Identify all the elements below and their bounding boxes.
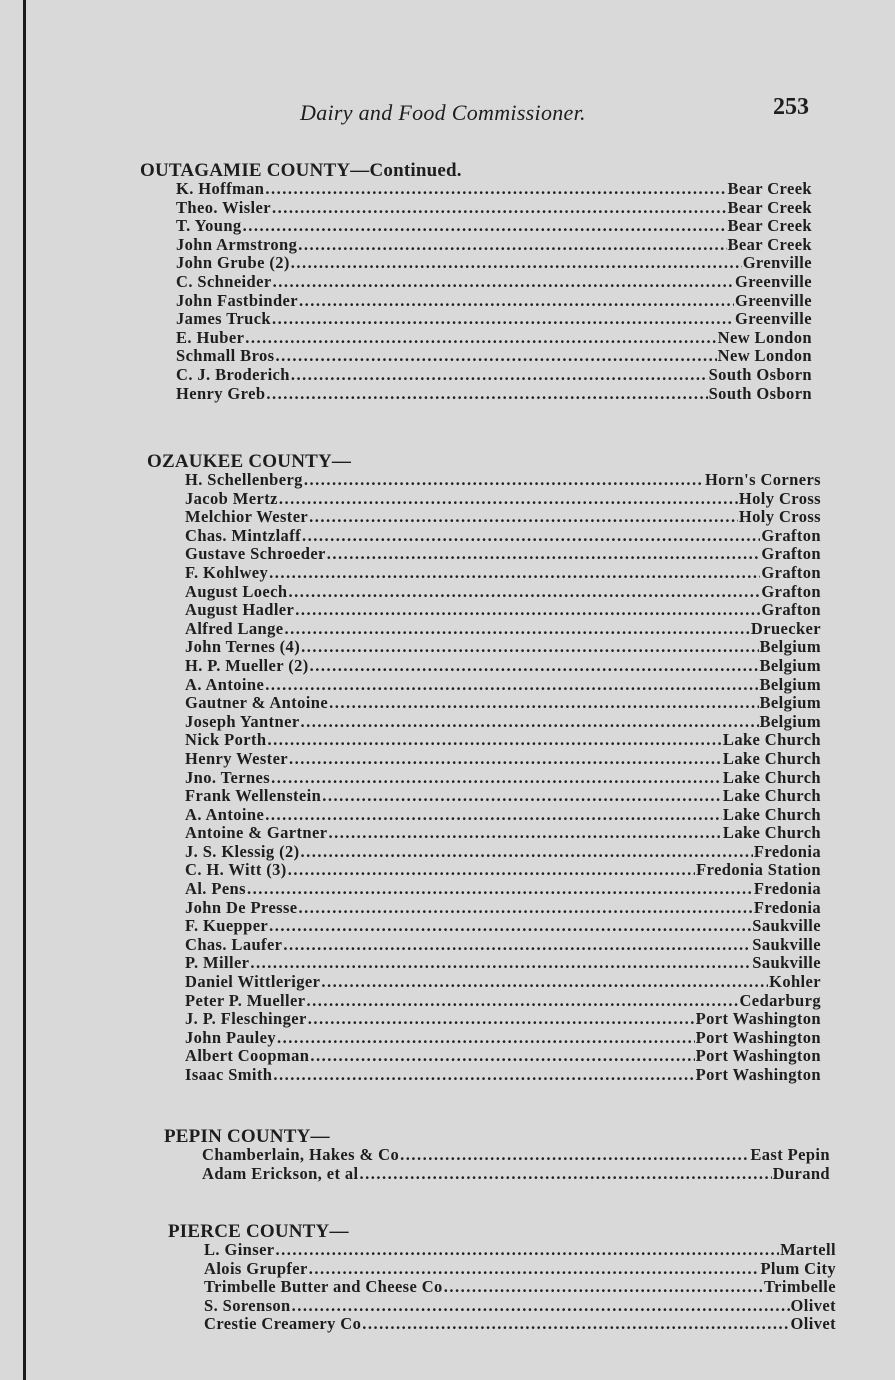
- dot-leader: [292, 1297, 790, 1316]
- entry-name: H. P. Mueller (2): [185, 655, 309, 675]
- list-item: [176, 254, 812, 273]
- list-item: [185, 917, 821, 936]
- entry-name: John De Presse: [185, 897, 298, 917]
- entry-name: August Hadler: [185, 600, 295, 620]
- entry-name: A. Antoine: [185, 804, 265, 824]
- entry-place: Trimbelle: [763, 1277, 836, 1297]
- list-item: [185, 731, 821, 750]
- list-item: [204, 1297, 836, 1316]
- list-item: [202, 1165, 830, 1184]
- entry-place: Grenville: [742, 253, 812, 273]
- dot-leader: [310, 657, 759, 676]
- entry-place: Holy Cross: [738, 507, 821, 527]
- dot-leader: [295, 601, 760, 620]
- dot-leader: [279, 490, 738, 509]
- list-item: [185, 471, 821, 490]
- entry-name: Chas. Mintzlaff: [185, 525, 301, 545]
- dot-leader: [243, 217, 727, 236]
- entry-name: Schmall Bros: [176, 346, 275, 366]
- entry-name: Adam Erickson, et al: [202, 1163, 359, 1183]
- list-item: [204, 1315, 836, 1334]
- list-item: [176, 236, 812, 255]
- entry-name: J. P. Fleschinger: [185, 1009, 307, 1029]
- entry-place: Saukville: [752, 934, 821, 954]
- entry-place: New London: [717, 327, 812, 347]
- entry-place: Fredonia: [753, 841, 821, 861]
- list-item: [204, 1260, 836, 1279]
- entry-name: K. Hoffman: [176, 179, 265, 198]
- entry-name: Chamberlain, Hakes & Co: [202, 1145, 400, 1164]
- list-item: [185, 490, 821, 509]
- dot-leader: [265, 806, 722, 825]
- dot-leader: [288, 583, 760, 602]
- entry-name: Isaac Smith: [185, 1065, 273, 1084]
- entry-name: John Pauley: [185, 1027, 277, 1047]
- entry-name: Daniel Wittleriger: [185, 972, 321, 992]
- entry-name: L. Ginser: [204, 1240, 275, 1259]
- page-number: 253: [773, 94, 809, 120]
- entry-name: Alfred Lange: [185, 618, 284, 638]
- list-item: [185, 583, 821, 602]
- dot-leader: [308, 1010, 695, 1029]
- entry-place: New London: [717, 346, 812, 366]
- list-item: [185, 638, 821, 657]
- dot-leader: [276, 1241, 780, 1260]
- dot-leader: [306, 992, 738, 1011]
- entry-name: James Truck: [176, 309, 271, 329]
- dot-leader: [298, 236, 726, 255]
- list-item: [185, 861, 821, 880]
- entry-name: Albert Coopman: [185, 1046, 310, 1066]
- entry-place: East Pepin: [750, 1145, 830, 1164]
- section-heading: PIERCE COUNTY—: [168, 1221, 349, 1242]
- entry-place: Bear Creek: [727, 234, 812, 254]
- entry-name: Henry Wester: [185, 748, 289, 768]
- entry-name: Nick Porth: [185, 730, 267, 750]
- section-pepin-county: [164, 1127, 830, 1183]
- entry-place: Lake Church: [722, 748, 821, 768]
- entry-name: John Fastbinder: [176, 290, 298, 310]
- dot-leader: [310, 1047, 694, 1066]
- entry-place: Olivet: [790, 1295, 836, 1315]
- entry-name: H. Schellenberg: [185, 470, 303, 489]
- entry-place: Belgium: [759, 674, 821, 694]
- dot-leader: [284, 620, 749, 639]
- entry-name: C. J. Broderich: [176, 364, 290, 384]
- entry-place: Belgium: [759, 711, 821, 731]
- entry-name: E. Huber: [176, 327, 245, 347]
- dot-leader: [288, 861, 695, 880]
- list-item: [176, 217, 812, 236]
- list-item: [176, 310, 812, 329]
- entry-place: Grafton: [761, 581, 821, 601]
- entry-list: [185, 471, 821, 1085]
- dot-leader: [269, 564, 760, 583]
- dot-leader: [291, 366, 708, 385]
- list-item: [176, 180, 812, 199]
- section-ozaukee-county: [147, 452, 821, 1085]
- running-title: Dairy and Food Commissioner.: [300, 100, 586, 125]
- list-item: [185, 806, 821, 825]
- dot-leader: [301, 638, 758, 657]
- dot-leader: [301, 713, 759, 732]
- entry-place: Cedarburg: [739, 990, 821, 1010]
- list-item: [185, 787, 821, 806]
- entry-place: Fredonia: [753, 879, 821, 899]
- entry-name: C. Schneider: [176, 271, 272, 291]
- entry-place: Fredonia Station: [696, 860, 821, 880]
- entry-name: T. Young: [176, 216, 242, 236]
- entry-name: Melchior Wester: [185, 507, 309, 527]
- list-item: [185, 508, 821, 527]
- entry-name: C. H. Witt (3): [185, 860, 287, 880]
- list-item: [185, 954, 821, 973]
- list-item: [185, 1066, 821, 1085]
- dot-leader: [360, 1165, 772, 1184]
- list-item: [176, 329, 812, 348]
- entry-place: Saukville: [752, 916, 821, 936]
- dot-leader: [291, 254, 742, 273]
- entry-name: J. S. Klessig (2): [185, 841, 300, 861]
- list-item: [185, 843, 821, 862]
- entry-name: F. Kohlwey: [185, 562, 269, 582]
- dot-leader: [400, 1146, 749, 1165]
- list-item: [185, 1047, 821, 1066]
- dot-leader: [265, 180, 726, 199]
- dot-leader: [250, 954, 751, 973]
- entry-place: Grafton: [761, 600, 821, 620]
- entry-name: S. Sorenson: [204, 1295, 291, 1315]
- entry-place: Belgium: [759, 693, 821, 713]
- dot-leader: [266, 385, 707, 404]
- list-item: [185, 992, 821, 1011]
- entry-name: Chas. Laufer: [185, 934, 283, 954]
- entry-name: Jno. Ternes: [185, 767, 271, 787]
- entry-name: Trimbelle Butter and Cheese Co: [204, 1277, 443, 1297]
- list-item: [185, 713, 821, 732]
- list-item: [185, 750, 821, 769]
- entry-name: A. Antoine: [185, 674, 265, 694]
- dot-leader: [289, 750, 722, 769]
- dot-leader: [299, 899, 753, 918]
- entry-place: South Osborn: [708, 364, 812, 384]
- entry-place: Holy Cross: [738, 488, 821, 508]
- entry-place: Bear Creek: [727, 197, 812, 217]
- list-item: [176, 385, 812, 404]
- dot-leader: [269, 917, 751, 936]
- entry-name: Peter P. Mueller: [185, 990, 306, 1010]
- entry-name: Jacob Mertz: [185, 488, 278, 508]
- entry-name: Theo. Wisler: [176, 197, 271, 217]
- dot-leader: [309, 1260, 760, 1279]
- entry-place: Fredonia: [753, 897, 821, 917]
- list-item: [185, 564, 821, 583]
- entry-place: Lake Church: [722, 730, 821, 750]
- dot-leader: [444, 1278, 763, 1297]
- entry-place: Grafton: [761, 525, 821, 545]
- entry-place: Plum City: [760, 1258, 836, 1278]
- entry-name: F. Kuepper: [185, 916, 269, 936]
- list-item: [185, 676, 821, 695]
- dot-leader: [273, 273, 734, 292]
- dot-leader: [328, 824, 721, 843]
- entry-list: [204, 1241, 836, 1334]
- list-item: [185, 1010, 821, 1029]
- entry-place: Lake Church: [722, 823, 821, 843]
- entry-place: South Osborn: [708, 383, 812, 403]
- dot-leader: [271, 769, 722, 788]
- list-item: [185, 880, 821, 899]
- dot-leader: [272, 310, 734, 329]
- entry-name: John Ternes (4): [185, 637, 301, 657]
- list-item: [204, 1278, 836, 1297]
- entry-list: [176, 180, 812, 403]
- dot-leader: [299, 292, 734, 311]
- list-item: [202, 1146, 830, 1165]
- list-item: [185, 620, 821, 639]
- list-item: [185, 824, 821, 843]
- list-item: [185, 527, 821, 546]
- entry-name: Frank Wellenstein: [185, 786, 322, 806]
- dot-leader: [327, 545, 761, 564]
- entry-place: Port Washington: [695, 1046, 821, 1066]
- entry-name: Alois Grupfer: [204, 1258, 308, 1278]
- list-item: [185, 545, 821, 564]
- dot-leader: [247, 880, 753, 899]
- entry-name: P. Miller: [185, 953, 250, 973]
- list-item: [185, 769, 821, 788]
- dot-leader: [265, 676, 758, 695]
- entry-name: Al. Pens: [185, 879, 246, 899]
- dot-leader: [301, 843, 753, 862]
- entry-place: Druecker: [750, 618, 821, 638]
- entry-place: Greenville: [734, 309, 812, 329]
- section-heading: OUTAGAMIE COUNTY—Continued.: [140, 160, 462, 181]
- entry-place: Belgium: [759, 637, 821, 657]
- section-heading: OZAUKEE COUNTY—: [147, 451, 352, 472]
- dot-leader: [245, 329, 716, 348]
- page-binding-edge: [23, 0, 26, 1380]
- dot-leader: [321, 973, 768, 992]
- section-heading: PEPIN COUNTY—: [164, 1126, 330, 1147]
- entry-place: Greenville: [734, 271, 812, 291]
- dot-leader: [277, 1029, 695, 1048]
- section-pierce-county: [168, 1222, 836, 1334]
- dot-leader: [322, 787, 722, 806]
- list-item: [176, 199, 812, 218]
- entry-place: Port Washington: [695, 1009, 821, 1029]
- dot-leader: [283, 936, 751, 955]
- list-item: [204, 1241, 836, 1260]
- list-item: [185, 657, 821, 676]
- entry-name: Joseph Yantner: [185, 711, 300, 731]
- entry-name: Gautner & Antoine: [185, 693, 329, 713]
- entry-place: Grafton: [761, 562, 821, 582]
- dot-leader: [275, 347, 716, 366]
- dot-leader: [267, 731, 721, 750]
- list-item: [185, 973, 821, 992]
- entry-place: Lake Church: [722, 786, 821, 806]
- entry-place: Bear Creek: [727, 179, 812, 198]
- entry-place: Bear Creek: [727, 216, 812, 236]
- list-item: [185, 936, 821, 955]
- entry-name: Henry Greb: [176, 383, 266, 403]
- list-item: [176, 292, 812, 311]
- entry-place: Durand: [772, 1163, 830, 1183]
- dot-leader: [302, 527, 760, 546]
- list-item: [176, 347, 812, 366]
- dot-leader: [362, 1315, 789, 1334]
- entry-place: Port Washington: [695, 1065, 821, 1084]
- entry-place: Horn's Corners: [704, 470, 821, 489]
- dot-leader: [273, 1066, 694, 1085]
- page-header: [0, 94, 895, 130]
- entry-place: Belgium: [759, 655, 821, 675]
- section-outagamie-county: [140, 161, 812, 403]
- entry-name: Gustave Schroeder: [185, 544, 326, 564]
- entry-place: Greenville: [734, 290, 812, 310]
- entry-place: Lake Church: [722, 767, 821, 787]
- list-item: [185, 899, 821, 918]
- list-item: [185, 694, 821, 713]
- entry-name: John Grube (2): [176, 253, 290, 273]
- dot-leader: [304, 471, 704, 490]
- entry-place: Martell: [780, 1240, 836, 1259]
- entry-name: Antoine & Gartner: [185, 823, 328, 843]
- entry-name: August Loech: [185, 581, 288, 601]
- dot-leader: [272, 199, 727, 218]
- entry-place: Saukville: [752, 953, 821, 973]
- list-item: [185, 601, 821, 620]
- dot-leader: [329, 694, 758, 713]
- entry-list: [202, 1146, 830, 1183]
- entry-place: Grafton: [761, 544, 821, 564]
- list-item: [176, 366, 812, 385]
- entry-name: Crestie Creamery Co: [204, 1314, 362, 1334]
- entry-place: Kohler: [769, 972, 821, 992]
- list-item: [185, 1029, 821, 1048]
- entry-place: Port Washington: [695, 1027, 821, 1047]
- entry-name: John Armstrong: [176, 234, 298, 254]
- entry-place: Olivet: [790, 1314, 836, 1334]
- list-item: [176, 273, 812, 292]
- entry-place: Lake Church: [722, 804, 821, 824]
- dot-leader: [309, 508, 738, 527]
